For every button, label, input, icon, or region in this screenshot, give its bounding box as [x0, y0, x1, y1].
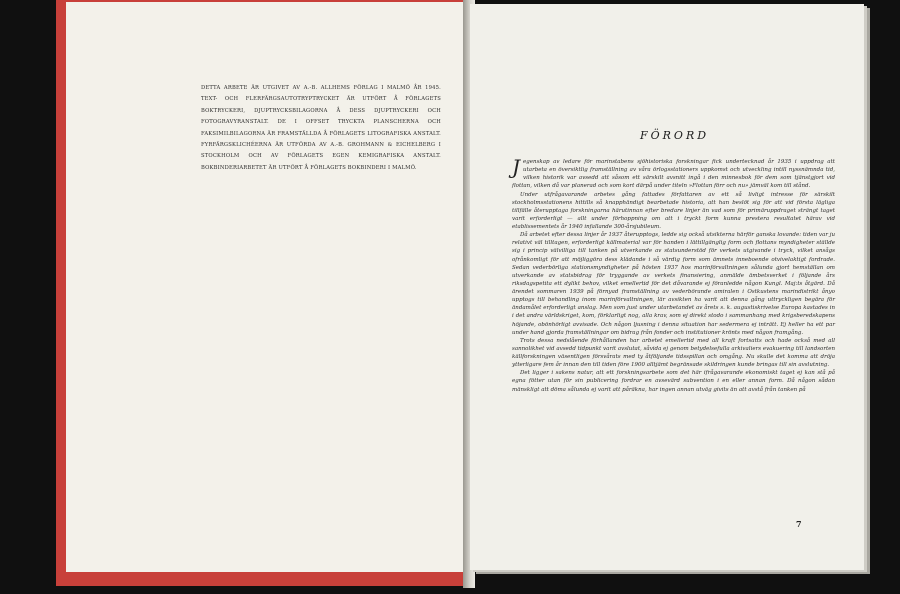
drop-cap: J	[512, 155, 521, 179]
page-title: FÖRORD	[640, 129, 710, 142]
foreword-body	[512, 155, 835, 394]
left-page	[66, 2, 464, 572]
paragraph: Det ligger i sakens natur, att ett forskningsarbete som det här ifrågavarande ekonomiskt taget ej kan stå på egna fötter utan för sin publicering fordrar en avsevärd subvention i en eller annan form. Då någon sådan mänskligt att döma sålunda ej varit att påräkna, har ingen annan utväg givits än att avstå från tanken på	[512, 370, 835, 393]
paragraph: Då arbetet efter dessa linjer år 1937 återupptogs, ledde sig också utsikterna härför ganska lovande: tiden var ju relativt väl tilltagen, erforderligt källmaterial var för handen i lättillgänglig form och flottans myndigheter ställde sig i princip välvilliga till tanken på utverkande av statsunderstöd för verkets utgivande i tryck, vilket ansågs ofrånkomligt för att möjliggöra dess klädande i så värdig form som ämnets inneboende otvivelaktigt fordrade. Sedan vederbörliga stationsmyndigheter på hösten 1937 hos marinförvaltningen sålunda gjort hemställan om utverkande av statsbidrag för tryggande av verkets finansiering, anmälde ämbetsverket i följande års riksdagspetita ett dylikt behov, vilket emellertid för det dåvarande ej föranledde någon Kungl. Maj:ts åtgärd. Då ärendet sommaren 1939 på förnyad framställning av vederbörande amiralen i Ostkustens marindistrikt ånyo upptogs till behandling inom marinförvaltningen, lär avsikten ha varit att denna gång uttryckligen begära för ändamålet erforderligt anslag. Men som just under utarbetandet av årets s. k. augustiskrivelse Europa kastades in i det andra världskriget, kom, förklarligt nog, alla krav, som ej direkt stodo i sammanhang med krigsberedskapens höjande, obönhörligt avvisade. Och någon ljusning i denna situation har sedermera ej inträtt. Ej heller ha ett par under hand gjorda framställningar om bidrag från fonder och institutioner krönts med någon framgång.	[512, 232, 835, 336]
paragraph	[512, 155, 835, 191]
paragraph: Under utfrågavarande arbetes gång fattades författaren av ett så livligt intresse för särskilt stockholmsstationens hittills så knapphändigt bearbetade historia, att han beslöt sig för att vid första lägliga tillfälle återupptaga forskningarna härutinnan efter bredare linjer än vad som för primäruppdraget strängt taget varit erforderligt — allt under förhoppning om att i tryckt form kunna prestera resultatet härav vid etablissementets år 1940 infallande 300-årsjubileum.	[512, 191, 835, 230]
paragraph: Trots dessa nedslående förhållanden har arbetet emellertid med all kraft fortsatts och hade också med all sannolikhet vid avsedd tidpunkt varit avslutat, såvida ej genom betydelsefulla arkivaliers evakuering till landsorten källforskningen väsentligen försvårats med ty åtföljande tidsspillan och omgång. Nu skulle det komma att dröja ytterligare fem år innan den till tiden före 1900 alltjämt begränsade skildringen kunde bringas till sin avslutning.	[512, 337, 835, 369]
page-number: 7	[796, 519, 802, 529]
colophon-text: DETTA ARBETE ÄR UTGIVET AV A.-B. ALLHEMS FÖRLAG I MALMÖ ÅR 1945. TEXT- OCH FLERFÄRGSAUTOTRYPTRYCKET ÄR UTFÖRT Å FÖRLAGETS BOKTRYCKERI, DJUPTRYCKSBILAGORNA Å DESS DJUPTRYCKERI OCH FOTOGRAVYRANSTALT. DE I OFFSET TRYCKTA PLANSCHERNA OCH FAKSIMILBILAGORNA ÄR FRAMSTÄLLDA Å FÖRLAGETS LITOGRAFISKA ANSTALT. FYRFÄRGSKLICHÉERNA ÄR UTFÖRDA AV A.-B. GROHMANN & EICHELBERG I STOCKHOLM OCH AV FÖRLAGETS EGEN KEMIGRAFISKA ANSTALT. BOKBINDERIARBETET ÄR UTFÖRT Å FÖRLAGETS BOKBINDERI I MALMÖ.	[201, 85, 441, 171]
right-page	[470, 4, 864, 570]
paragraph-text: egenskap av ledare för marinstabens sjöhistoriska forskningar fick undertecknad år 1935 i uppdrag att utarbeta en översiktlig framställning av våra örlogsstationers uppkomst och utveckling intill nyssnämnda tid, vilken historik var avsedd att såsom ett särskilt avsnitt ingå i den minnesbok för dem som tjänstgjort vid flottan, vilken då var planerad och som kort därpå under titeln »Flottan förr och nu» jämväl kom till stånd.	[512, 159, 835, 190]
